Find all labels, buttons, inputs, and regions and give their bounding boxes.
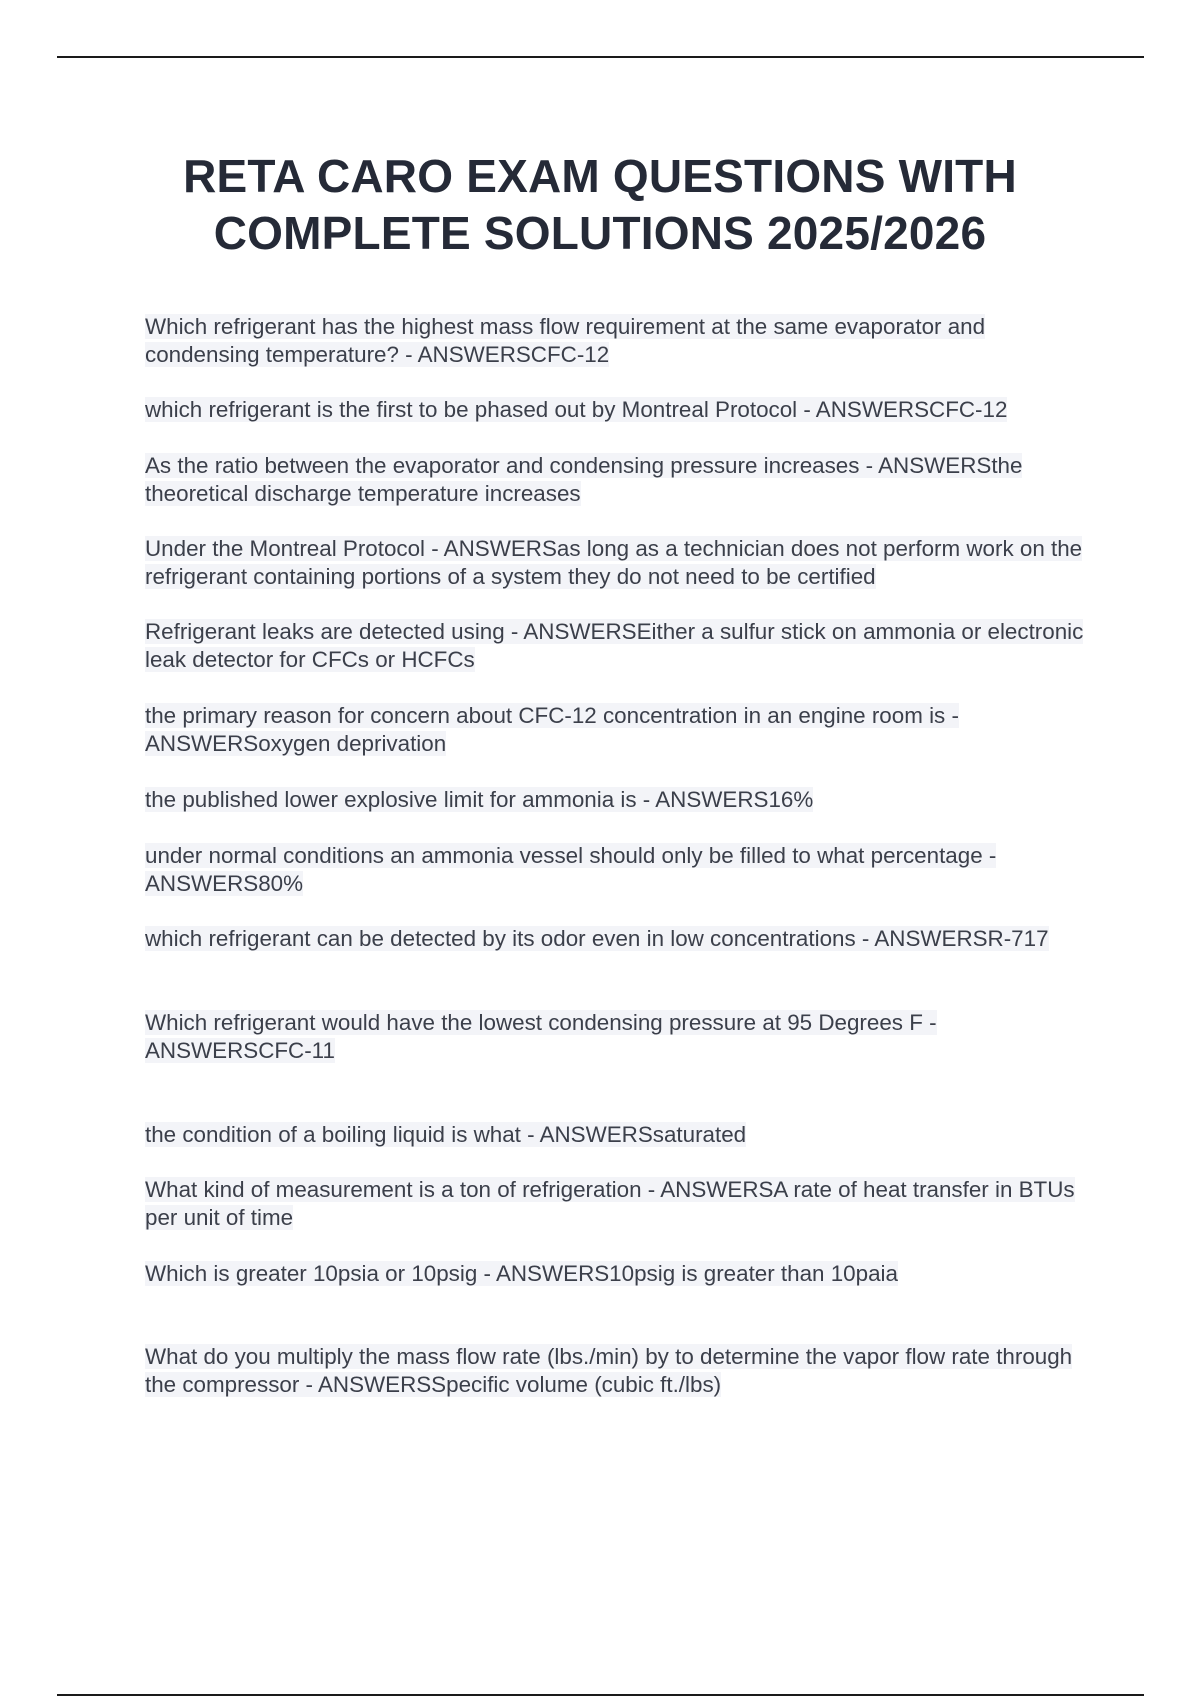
qa-item-text: Which refrigerant has the highest mass flow requirement at the same evaporator and condensing temperature? - ANSWERSCFC-12: [145, 314, 986, 367]
qa-item: [145, 702, 1090, 757]
qa-item-text: the condition of a boiling liquid is what - ANSWERSsaturated: [145, 1122, 747, 1147]
footer-rule: [57, 1694, 1144, 1696]
qa-item-text: What do you multiply the mass flow rate (lbs./min) by to determine the vapor flow rate through the compressor - ANSWERSSpecific volume (cubic ft./lbs): [145, 1344, 1073, 1397]
qa-item: [145, 618, 1090, 673]
header-rule: [57, 56, 1144, 58]
qa-item: [145, 1009, 1090, 1064]
qa-item: [145, 535, 1090, 590]
qa-item-text: which refrigerant can be detected by its odor even in low concentrations - ANSWERSR-717: [145, 926, 1049, 951]
qa-item: [145, 1121, 1090, 1149]
qa-item: [145, 1343, 1090, 1398]
qa-item: [145, 1260, 1090, 1288]
qa-item-text: Refrigerant leaks are detected using - ANSWERSEither a sulfur stick on ammonia or electronic leak detector for CFCs or HCFCs: [145, 619, 1084, 672]
qa-item-text: the primary reason for concern about CFC-12 concentration in an engine room is - ANSWERSoxygen deprivation: [145, 703, 959, 756]
qa-item: [145, 452, 1090, 507]
qa-item: [145, 396, 1090, 424]
qa-item: [145, 925, 1090, 953]
qa-item: [145, 313, 1090, 368]
qa-item-text: Under the Montreal Protocol - ANSWERSas long as a technician does not perform work on the refrigerant containing portions of a system they do not need to be certified: [145, 536, 1083, 589]
document-title: RETA CARO EXAM QUESTIONS WITH COMPLETE SOLUTIONS 2025/2026: [183, 150, 1017, 259]
qa-item-text: the published lower explosive limit for ammonia is - ANSWERS16%: [145, 787, 814, 812]
qa-item-text: which refrigerant is the first to be phased out by Montreal Protocol - ANSWERSCFC-12: [145, 397, 1008, 422]
qa-item: [145, 1176, 1090, 1231]
qa-item-text: under normal conditions an ammonia vessel should only be filled to what percentage - ANSWERS80%: [145, 843, 997, 896]
qa-item: [145, 842, 1090, 897]
qa-item-text: As the ratio between the evaporator and condensing pressure increases - ANSWERSthe theoretical discharge temperature increases: [145, 453, 1023, 506]
qa-item-text: Which is greater 10psia or 10psig - ANSWERS10psig is greater than 10paia: [145, 1261, 898, 1286]
qa-item: [145, 786, 1090, 814]
qa-item-text: What kind of measurement is a ton of refrigeration - ANSWERSA rate of heat transfer in BTUs per unit of time: [145, 1177, 1075, 1230]
qa-item-text: Which refrigerant would have the lowest condensing pressure at 95 Degrees F - ANSWERSCFC-11: [145, 1010, 937, 1063]
